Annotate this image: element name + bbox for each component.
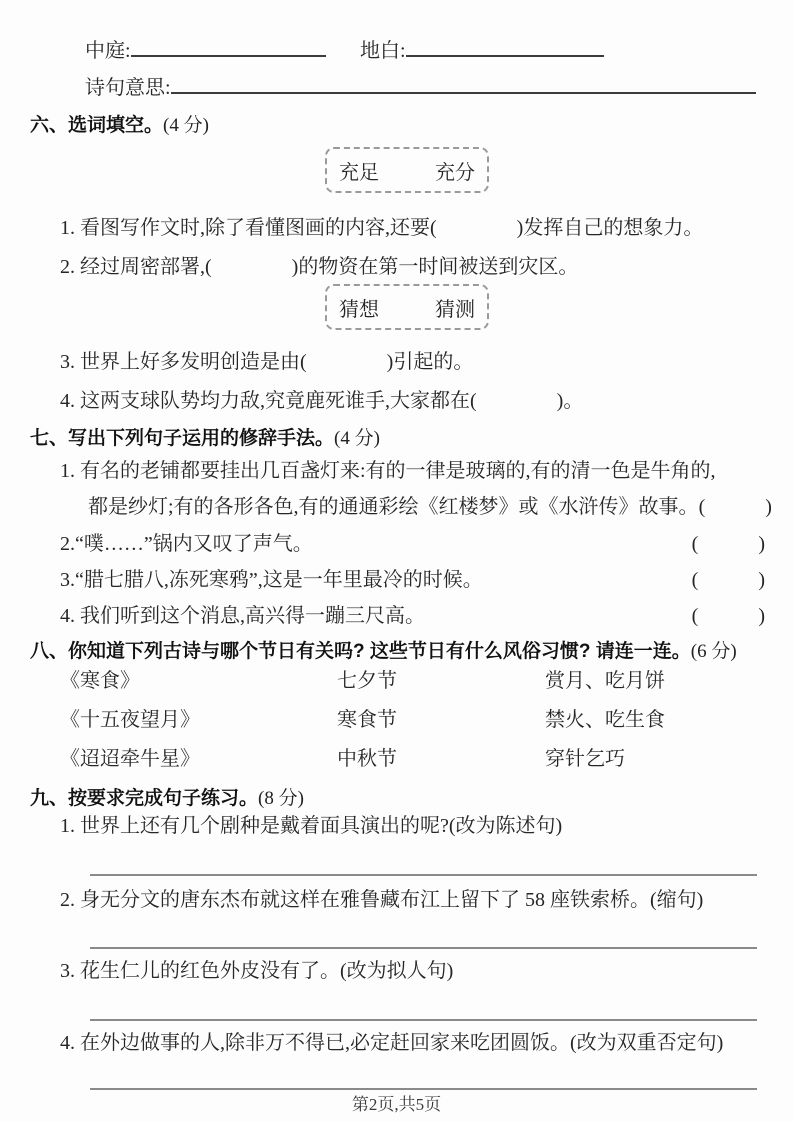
fill-in-zhongting	[85, 34, 326, 63]
question-nine-1: 1. 世界上还有几个剧种是戴着面具演出的呢?(改为陈述句)	[60, 815, 563, 837]
word-bank-2-word-2: 猜测	[435, 298, 475, 321]
custom-name: 禁火、吃生食	[545, 709, 665, 731]
answer-parentheses-4: ( )	[691, 605, 765, 627]
question-six-3: 3. 世界上好多发明创造是由( )引起的。	[60, 351, 474, 373]
poem-title: 《寒食》	[60, 670, 140, 692]
section-seven-score: (4 分)	[334, 428, 380, 449]
section-eight-title: 八、你知道下列古诗与哪个节日有关吗? 这些节日有什么风俗习惯? 请连一连。	[30, 641, 691, 662]
custom-name: 赏月、吃月饼	[545, 670, 665, 692]
question-nine-2: 2. 身无分文的唐东杰布就这样在雅鲁藏布江上留下了 58 座铁索桥。(缩句)	[60, 889, 704, 911]
question-nine-3: 3. 花生仁儿的红色外皮没有了。(改为拟人句)	[60, 960, 454, 982]
question-seven-4-text: 4. 我们听到这个消息,高兴得一蹦三尺高。	[60, 605, 425, 627]
zhongting-blank-line	[131, 40, 326, 57]
word-bank-1-word-2: 充分	[435, 161, 475, 184]
fill-in-dibai	[360, 34, 604, 63]
meaning-label: 诗句意思:	[85, 77, 171, 99]
question-seven-1-line-1: 1. 有名的老铺都要挂出几百盏灯来:有的一律是玻璃的,有的清一色是牛角的,	[60, 460, 716, 482]
answer-parentheses-1: ( )	[698, 496, 772, 518]
page-footer: 第2页,共5页	[351, 1095, 442, 1114]
meaning-blank-line	[171, 77, 756, 94]
section-nine-score: (8 分)	[258, 788, 304, 809]
question-seven-4	[60, 603, 765, 629]
festival-name: 七夕节	[337, 670, 397, 692]
word-bank-2-word-1: 猜想	[339, 298, 379, 321]
answer-line-1	[90, 874, 757, 876]
dibai-label: 地白:	[360, 40, 406, 62]
answer-line-2	[90, 947, 757, 949]
question-seven-2-text: 2.“噗……”锅内又叹了声气。	[60, 533, 313, 555]
question-seven-3	[60, 567, 765, 593]
question-six-1: 1. 看图写作文时,除了看懂图画的内容,还要( )发挥自己的想象力。	[60, 217, 704, 239]
section-seven-title: 七、写出下列句子运用的修辞手法。	[30, 428, 335, 449]
fill-in-meaning	[85, 71, 756, 100]
section-nine-heading	[30, 783, 304, 810]
question-seven-1-text: 都是纱灯;有的各形各色,有的通通彩绘《红楼梦》或《水浒传》故事。	[88, 496, 699, 518]
answer-parentheses-3: ( )	[691, 569, 765, 591]
custom-name: 穿针乞巧	[545, 748, 625, 770]
section-six-heading	[30, 110, 209, 137]
question-nine-4: 4. 在外边做事的人,除非万不得已,必定赶回家来吃团圆饭。(改为双重否定句)	[60, 1032, 724, 1054]
poem-title: 《迢迢牵牛星》	[60, 748, 200, 770]
section-six-title: 六、选词填空。	[30, 115, 164, 136]
answer-line-3	[90, 1019, 757, 1021]
answer-parentheses-2: ( )	[691, 533, 765, 555]
question-seven-3-text: 3.“腊七腊八,冻死寒鸦”,这是一年里最冷的时候。	[60, 569, 483, 591]
word-bank-1	[325, 147, 489, 193]
word-bank-1-word-1: 充足	[339, 161, 379, 184]
question-seven-2	[60, 531, 765, 557]
section-seven-heading	[30, 423, 380, 450]
word-bank-2	[325, 284, 489, 330]
dibai-blank-line	[406, 40, 604, 57]
festival-name: 寒食节	[337, 709, 397, 731]
question-seven-1-line-2	[88, 494, 772, 520]
matching-exercise	[60, 668, 665, 772]
section-nine-title: 九、按要求完成句子练习。	[30, 788, 259, 809]
zhongting-label: 中庭:	[85, 40, 131, 62]
section-eight-heading	[30, 636, 737, 663]
question-six-2: 2. 经过周密部署,( )的物资在第一时间被送到灾区。	[60, 256, 579, 278]
section-six-score: (4 分)	[163, 115, 209, 136]
poem-title: 《十五夜望月》	[60, 709, 200, 731]
festival-name: 中秋节	[337, 748, 397, 770]
question-six-4: 4. 这两支球队势均力敌,究竟鹿死谁手,大家都在( )。	[60, 390, 584, 412]
section-eight-score: (6 分)	[690, 641, 737, 662]
